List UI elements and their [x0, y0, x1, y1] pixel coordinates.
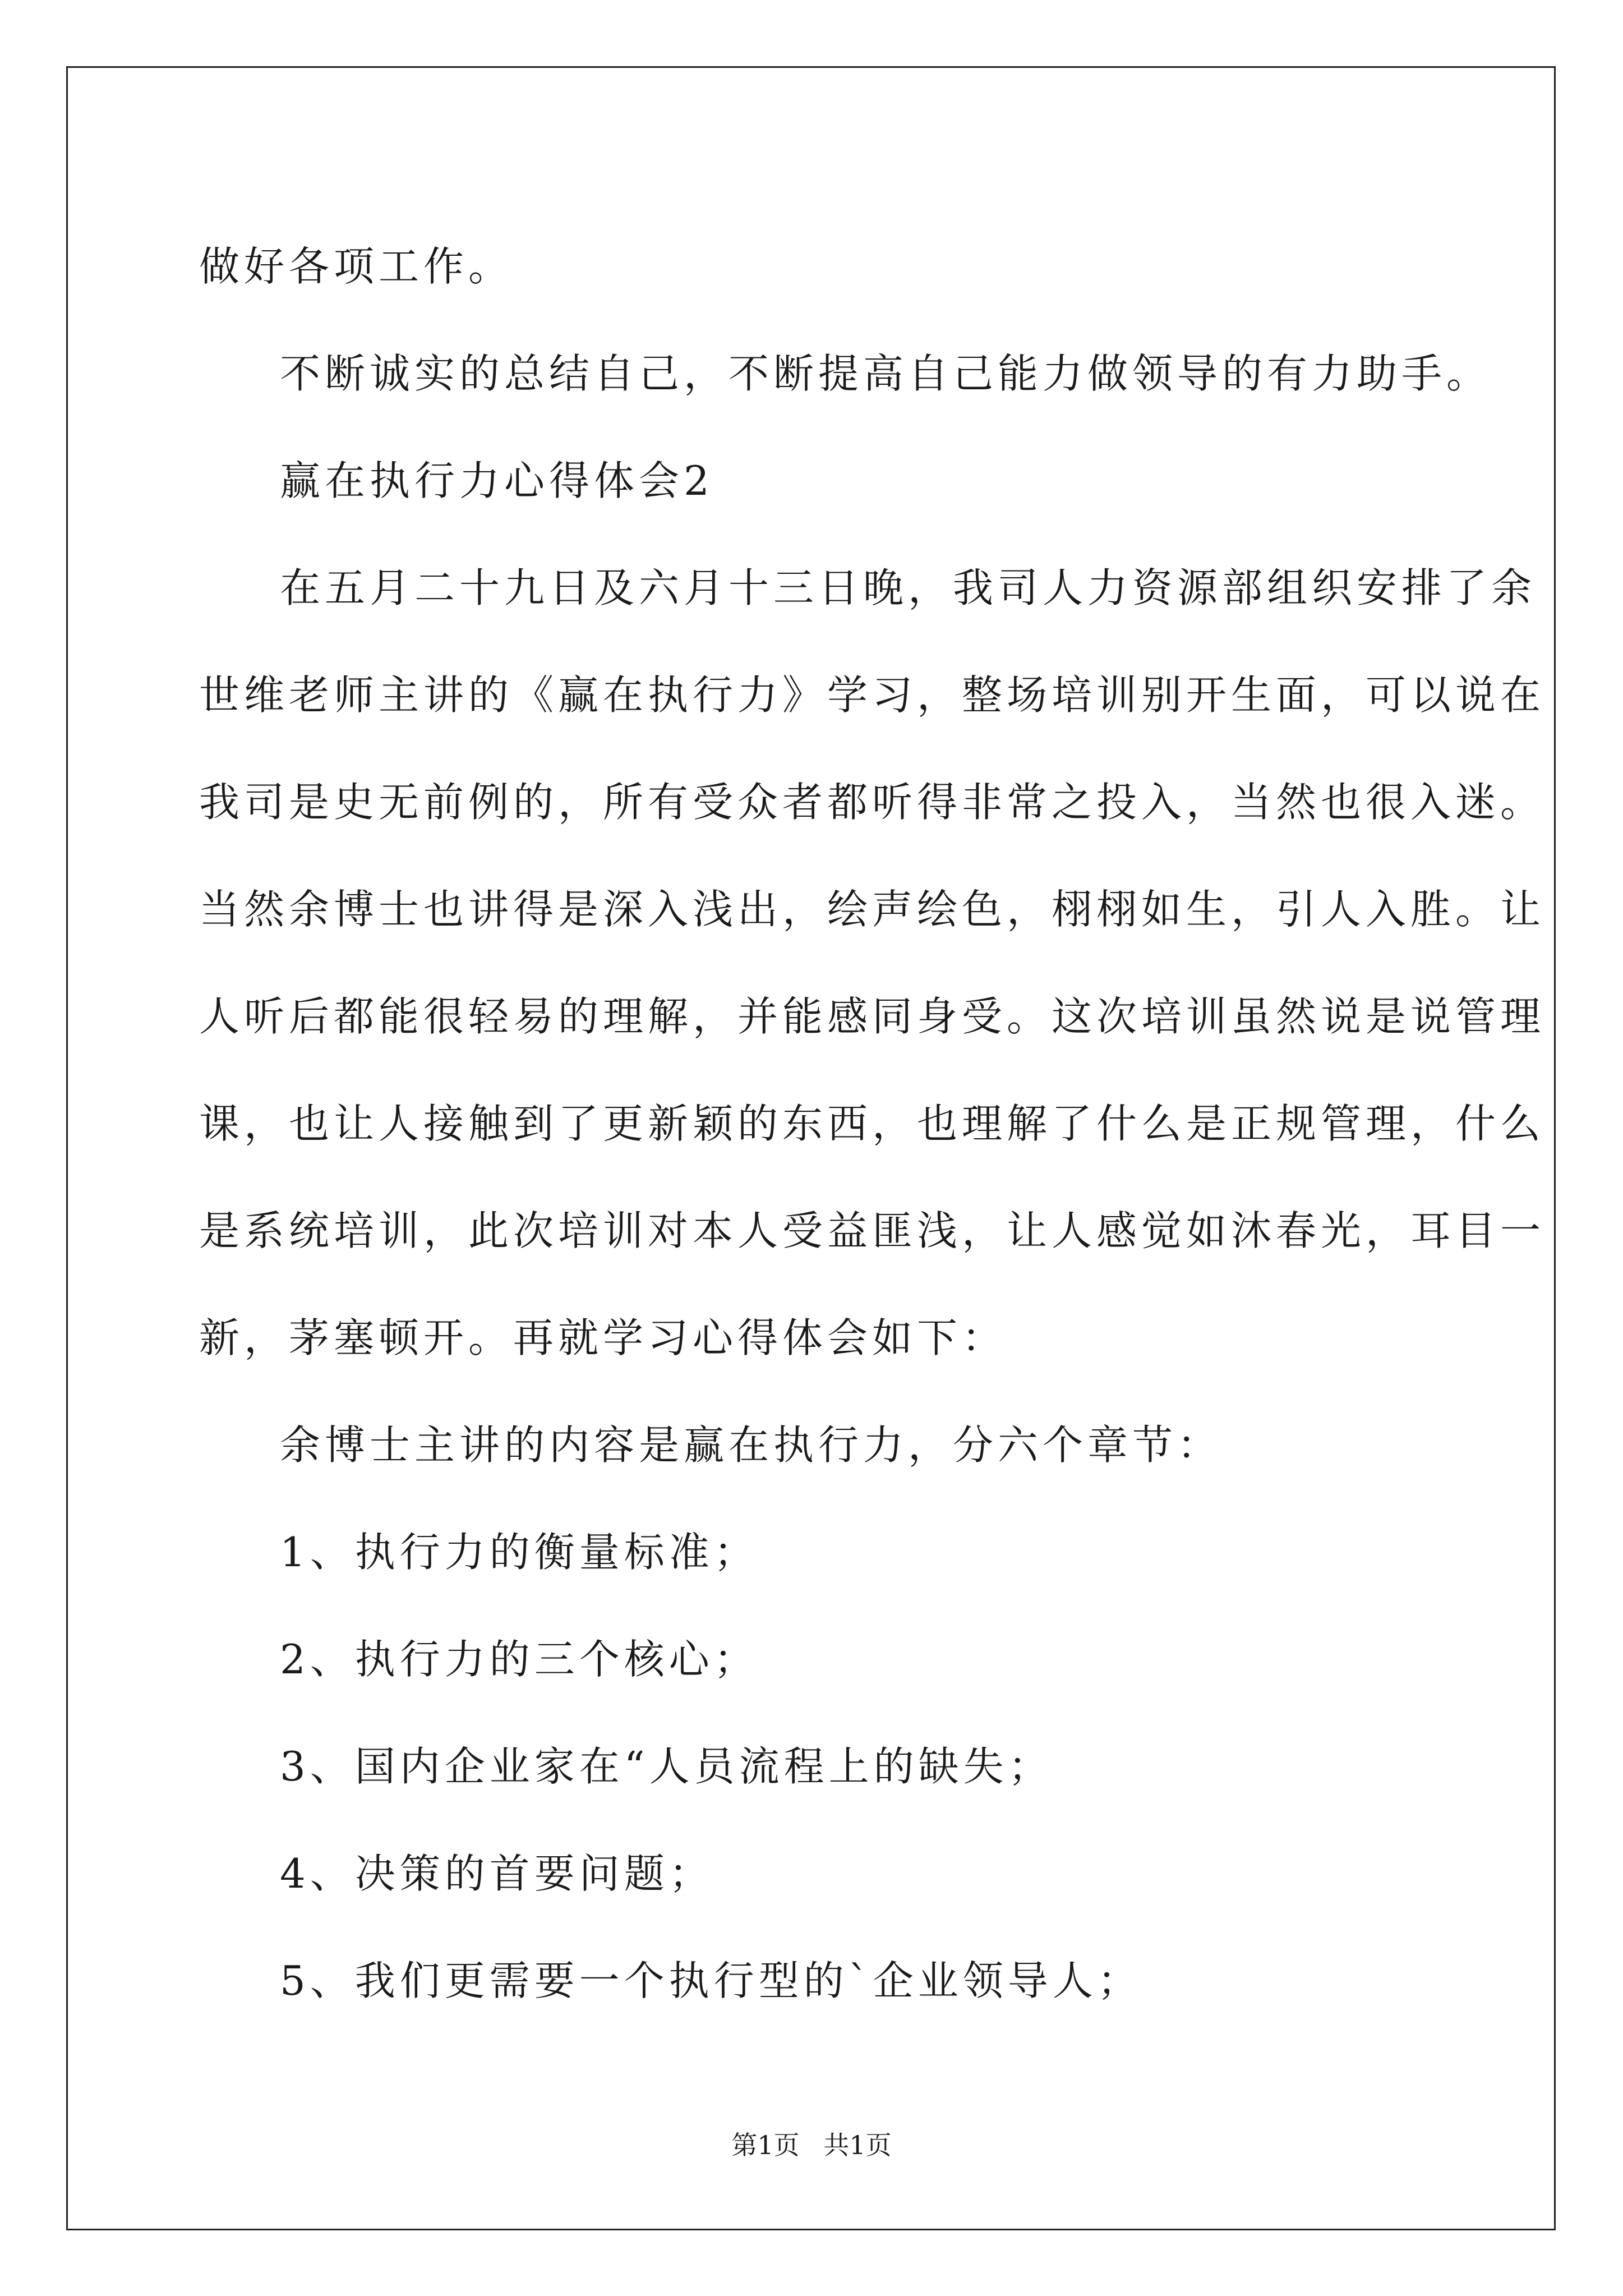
text-line: 我司是史无前例的，所有受众者都听得非常之投入，当然也很入迷。: [199, 779, 1546, 826]
list-item-text: 1、执行力的衡量标准；: [280, 1529, 759, 1576]
list-item-4: [199, 1820, 1424, 1927]
text-line: 世维老师主讲的《赢在执行力》学习，整场培训别开生面，可以说在: [199, 671, 1546, 719]
page-number: 第1页: [731, 2130, 800, 2160]
page-total: 共1页: [823, 2130, 892, 2160]
text-line: 当然余博士也讲得是深入浅出，绘声绘色，栩栩如生，引人入胜。让: [199, 886, 1546, 933]
heading-text: 赢在执行力心得体会2: [280, 457, 714, 504]
text-line: 课，也让人接触到了更新颖的东西，也理解了什么是正规管理，什么: [199, 1100, 1546, 1147]
paragraph-2: [199, 320, 1492, 427]
list-item-text: 2、执行力的三个核心；: [280, 1636, 759, 1683]
paragraph-1: [199, 213, 1424, 320]
paragraph-5: [199, 1392, 1424, 1499]
text-line: 余博士主讲的内容是赢在执行力，分六个章节：: [280, 1421, 1223, 1469]
text-line: 是系统培训，此次培训对本人受益匪浅，让人感觉如沐春光，耳目一: [199, 1207, 1546, 1254]
list-item-text: 5、我们更需要一个执行型的`企业领导人；: [280, 1957, 1142, 2004]
document-body: [199, 213, 1546, 2035]
list-item-text: 4、决策的首要问题；: [280, 1850, 714, 1897]
text-line: 在五月二十九日及六月十三日晚，我司人力资源部组织安排了余: [280, 564, 1537, 611]
text-line: 不断诚实的总结自己，不断提高自己能力做领导的有力助手。: [280, 350, 1492, 397]
section-heading: [199, 427, 1424, 535]
text-line: 做好各项工作。: [199, 243, 514, 290]
list-item-3: [199, 1713, 1424, 1820]
paragraph-4: [199, 535, 1546, 1392]
list-item-5: [199, 1927, 1424, 2035]
list-item-text: 3、国内企业家在“人员流程上的缺失；: [280, 1743, 1053, 1790]
page-footer: [0, 2128, 1623, 2162]
list-item-1: [199, 1499, 1424, 1606]
text-line: 人听后都能很轻易的理解，并能感同身受。这次培训虽然说是说管理: [199, 993, 1546, 1040]
text-line: 新，茅塞顿开。再就学习心得体会如下：: [199, 1314, 1007, 1361]
list-item-2: [199, 1606, 1424, 1713]
